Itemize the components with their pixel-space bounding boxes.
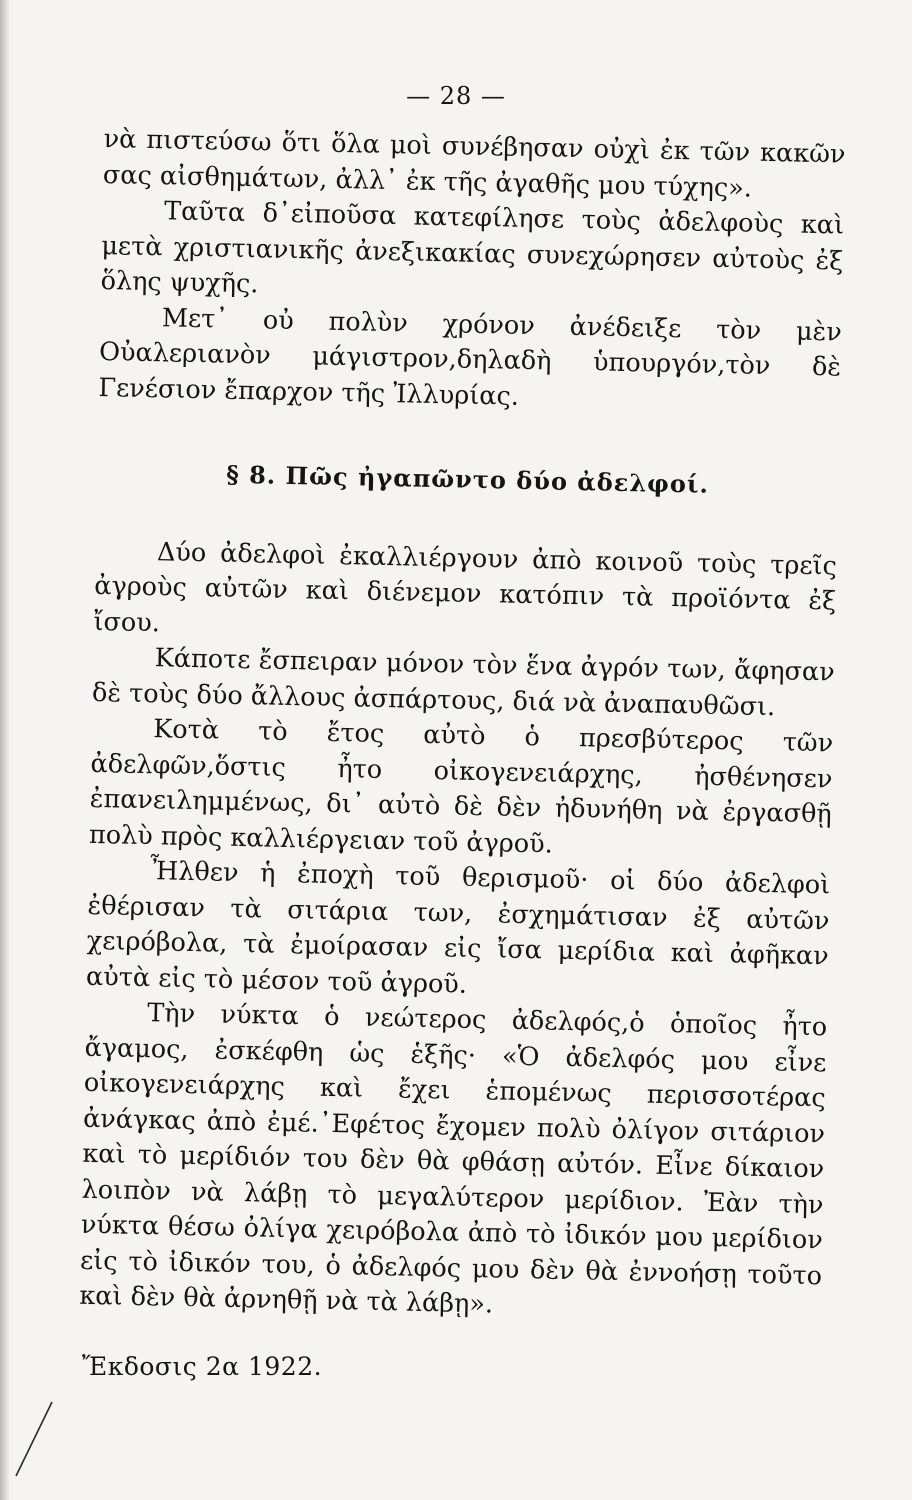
body-text	[79, 122, 846, 1330]
pencil-mark-icon	[6, 1400, 86, 1480]
section-body	[79, 533, 837, 1329]
paragraph: Μετ᾽ οὐ πολὺν χρόνον ἀνέδειξε τὸν μὲν Οὐαλεριανὸν μάγιστρον,δηλαδὴ ὑπουργόν,τὸν δὲ Γενέσιον ἔπαρχον τῆς Ἰλλυρίας.	[98, 302, 843, 412]
page-edge-shadow	[0, 0, 10, 1500]
page-number: — 28 —	[406, 82, 506, 110]
paragraph: Τὴν νύκτα ὁ νεώτερος ἀδελφός,ὁ ὁποῖος ἦτο ἄγαμος, ἐσκέφθη ὡς ἑξῆς· «Ὁ ἀδελφός μου εἶνε οἰκογενειάρχης καὶ ἔχει ἑπομένως περισσοτέρας ἀνάγκας ἀπὸ ἐμέ.᾽Εφέτος ἔχομεν πολὺ ὀλίγον σιτάριον καὶ τὸ μερίδιόν του δὲν θὰ φθάσῃ αὐτόν. Εἶνε δίκαιον λοιπὸν νὰ λάβῃ τὸ μεγαλύτερον μερίδιον. Ἐὰν τὴν νύκτα θέσω ὀλίγα χειρόβολα ἀπὸ τὸ ἰδικόν μου μερίδιον εἰς τὸ ἰδικόν του, ὁ ἀδελφός μου δὲν θὰ ἐννοήσῃ τοῦτο καὶ δὲν θὰ ἀρνηθῇ νὰ τὰ λάβῃ».	[79, 998, 828, 1320]
paragraph: Κάποτε ἔσπειραν μόνον τὸν ἕνα ἀγρόν των, ἄφησαν δὲ τοὺς δύο ἄλλους ἀσπάρτους, διά νὰ ἀναπαυθῶσι.	[91, 643, 835, 722]
paragraph: Δύο ἀδελφοὶ ἐκαλλιέργουν ἀπὸ κοινοῦ τοὺς τρεῖς ἀγροὺς αὐτῶν καὶ διένεμον κατόπιν τὰ προϊόντα ἐξ ἴσου.	[93, 536, 838, 638]
paragraph-continuation: νὰ πιστεύσω ὅτι ὅλα μοὶ συνέβησαν οὐχὶ ἐκ τῶν κακῶν σας αἰσθημάτων, ἀλλ᾽ ἐκ τῆς ἀγαθῆς μου τύχης».	[102, 123, 846, 204]
section-heading: § 8. Πῶς ἠγαπῶντο δύο ἀδελφοί.	[225, 459, 710, 499]
paragraph: Ἦλθεν ἡ ἐποχὴ τοῦ θερισμοῦ· οἱ δύο ἀδελφοὶ ἐθέρισαν τὰ σιτάρια των, ἐσχημάτισαν ἐξ αὐτῶν χειρόβολα, τὰ ἐμοίρασαν εἰς ἴσα μερίδια καὶ ἀφῆκαν αὐτὰ εἰς τὸ μέσον τοῦ ἀγροῦ.	[85, 856, 831, 1000]
edition-note: Ἔκδοσις 2α 1922.	[82, 1352, 323, 1381]
paragraph: Ταῦτα δ᾽εἰποῦσα κατεφίλησε τοὺς ἀδελφοὺς καὶ μετὰ χριστιανικῆς ἀνεξικακίας συνεχώρησεν αὐτοὺς ἐξ ὅλης ψυχῆς.	[100, 196, 845, 300]
paragraph: Κοτὰ τὸ ἔτος αὐτὸ ὁ πρεσβύτερος τῶν ἀδελφῶν,ὅστις ἦτο οἰκογενειάρχης, ἠσθένησεν ἐπανειλημμένως, δι᾽ αὐτὸ δὲ δὲν ἠδυνήθη νὰ ἐργασθῇ πολὺ πρὸς καλλιέργειαν τοῦ ἀγροῦ.	[88, 714, 834, 860]
